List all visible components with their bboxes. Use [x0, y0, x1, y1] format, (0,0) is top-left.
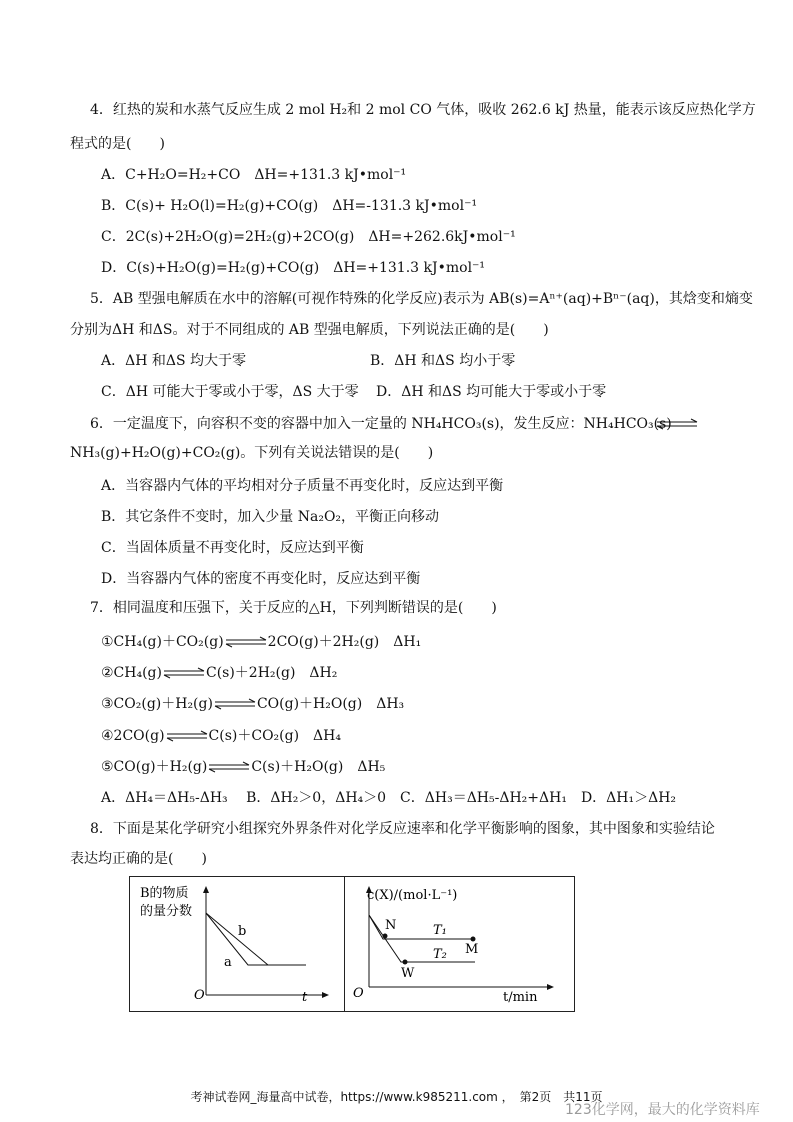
page-footer: 考神试卷网_海量高中试卷，https://www.k985211.com ， 第2页 共11页 [190, 1090, 603, 1104]
q6-option-b: B．其它条件不变时，加入少量 Na₂O₂，平衡正向移动 [101, 509, 440, 525]
fig1-ylabel-2: 的量分数 [140, 904, 193, 919]
q7-r1-right: 2CO(g)＋2H₂(g) ΔH₁ [267, 634, 422, 650]
fig2-point-w [403, 960, 408, 965]
q7-reaction-4 [101, 727, 341, 745]
q4-option-b: B．C(s)+ H₂O(l)=H₂(g)+CO(g) ΔH=-131.3 kJ•mol⁻¹ [101, 198, 478, 214]
q5-option-a: A．ΔH 和ΔS 均大于零 [101, 353, 247, 369]
q8-stem-line1: 8．下面是某化学研究小组探究外界条件对化学反应速率和化学平衡影响的图象，其中图象和实验结论 [90, 821, 715, 837]
fig1-origin: O [194, 988, 205, 1003]
fig2-label-w: W [401, 966, 415, 981]
q4-stem-line2: 程式的是( ) [70, 136, 165, 152]
q7-reaction-2 [101, 664, 337, 682]
q7-r4-right: C(s)＋CO₂(g) ΔH₄ [208, 728, 341, 744]
equilibrium-arrow-icon [207, 761, 251, 773]
q4-stem-line1: 4．红热的炭和水蒸气反应生成 2 mol H₂和 2 mol CO 气体，吸收 262.6 kJ 热量，能表示该反应热化学方 [90, 102, 756, 118]
fig1-x-arrow [322, 992, 329, 998]
fig2-label-m: M [465, 942, 479, 957]
fig2-point-n [383, 934, 388, 939]
equilibrium-arrow-icon [224, 636, 268, 648]
q7-reaction-5 [101, 758, 385, 776]
q4-option-a: A．C+H₂O=H₂+CO ΔH=+131.3 kJ•mol⁻¹ [101, 167, 407, 183]
fig2-origin: O [353, 986, 364, 1001]
q4-option-d: D．C(s)+H₂O(g)=H₂(g)+CO(g) ΔH=+131.3 kJ•mol⁻¹ [101, 260, 486, 276]
q5-stem-line2: 分别为ΔH 和ΔS。对于不同组成的 AB 型强电解质，下列说法正确的是( ) [70, 322, 549, 338]
fig1-y-arrow [203, 886, 209, 893]
q5-stem-line1: 5．AB 型强电解质在水中的溶解(可视作特殊的化学反应)表示为 AB(s)=Aⁿ⁺(aq)+Bⁿ⁻(aq)，其焓变和熵变 [90, 291, 753, 307]
q7-r3-right: CO(g)＋H₂O(g) ΔH₃ [256, 696, 405, 712]
fig2-graph [345, 877, 574, 1011]
q7-r2-right: C(s)＋2H₂(g) ΔH₂ [205, 665, 338, 681]
q6-stem-line1: 6．一定温度下，向容积不变的容器中加入一定量的 NH₄HCO₃(s)，发生反应：NH₄HCO₃(s) [90, 416, 672, 432]
fig2-label-t1: T₁ [433, 923, 447, 938]
equilibrium-arrow-icon [213, 698, 257, 710]
q7-reaction-1 [101, 633, 421, 651]
q4-option-c: C．2C(s)+2H₂O(g)=2H₂(g)+2CO(g) ΔH=+262.6kJ•mol⁻¹ [101, 229, 516, 245]
q6-stem-line2: NH₃(g)+H₂O(g)+CO₂(g)。下列有关说法错误的是( ) [70, 445, 434, 461]
fig2-ylabel: c(X)/(mol·L⁻¹) [367, 888, 458, 903]
q7-r5-right: C(s)＋H₂O(g) ΔH₅ [251, 759, 386, 775]
q7-r2-left: ②CH₄(g) [101, 665, 162, 681]
q7-reaction-3 [101, 695, 404, 713]
q6-option-c: C．当固体质量不再变化时，反应达到平衡 [101, 540, 364, 556]
q7-stem: 7．相同温度和压强下，关于反应的△H，下列判断错误的是( ) [90, 600, 497, 616]
q7-r4-left: ④2CO(g) [101, 728, 165, 744]
fig1-label-b: b [238, 924, 247, 939]
equilibrium-arrow-icon [655, 418, 699, 430]
equilibrium-arrow-icon [165, 730, 209, 742]
fig1-graph [130, 877, 344, 1011]
q5-option-b: B．ΔH 和ΔS 均小于零 [370, 353, 516, 369]
fig1-curve-a [206, 913, 306, 965]
equilibrium-arrow-icon [162, 667, 206, 679]
q7-options: A．ΔH₄＝ΔH₅-ΔH₃ B．ΔH₂＞0，ΔH₄＞0 C．ΔH₃＝ΔH₅-ΔH₂+ΔH₁ D．ΔH₁＞ΔH₂ [101, 790, 677, 806]
q6-option-a: A．当容器内气体的平均相对分子质量不再变化时，反应达到平衡 [101, 478, 504, 494]
q8-figure [129, 876, 575, 1012]
q6-option-d: D．当容器内气体的密度不再变化时，反应达到平衡 [101, 571, 421, 587]
fig1-curve-b [206, 913, 306, 965]
fig2-label-t2: T₂ [433, 947, 447, 962]
fig1-label-a: a [224, 955, 232, 970]
watermark: 123化学网，最大的化学资料库 [565, 1102, 760, 1118]
q7-r3-left: ③CO₂(g)＋H₂(g) [101, 696, 213, 712]
fig2-x-arrow [547, 984, 554, 990]
fig2-label-n: N [385, 918, 397, 933]
q5-option-d: D．ΔH 和ΔS 均可能大于零或小于零 [376, 384, 607, 400]
q8-stem-line2: 表达均正确的是( ) [70, 851, 207, 867]
q7-r1-left: ①CH₄(g)＋CO₂(g) [101, 634, 224, 650]
fig1-ylabel-1: B的物质 [140, 886, 189, 901]
fig2-xlabel: t/min [503, 990, 538, 1005]
fig2-point-m [471, 937, 476, 942]
q7-r5-left: ⑤CO(g)＋H₂(g) [101, 759, 208, 775]
q5-option-c: C．ΔH 可能大于零或小于零，ΔS 大于零 [101, 384, 359, 400]
fig1-xlabel: t [302, 990, 308, 1005]
